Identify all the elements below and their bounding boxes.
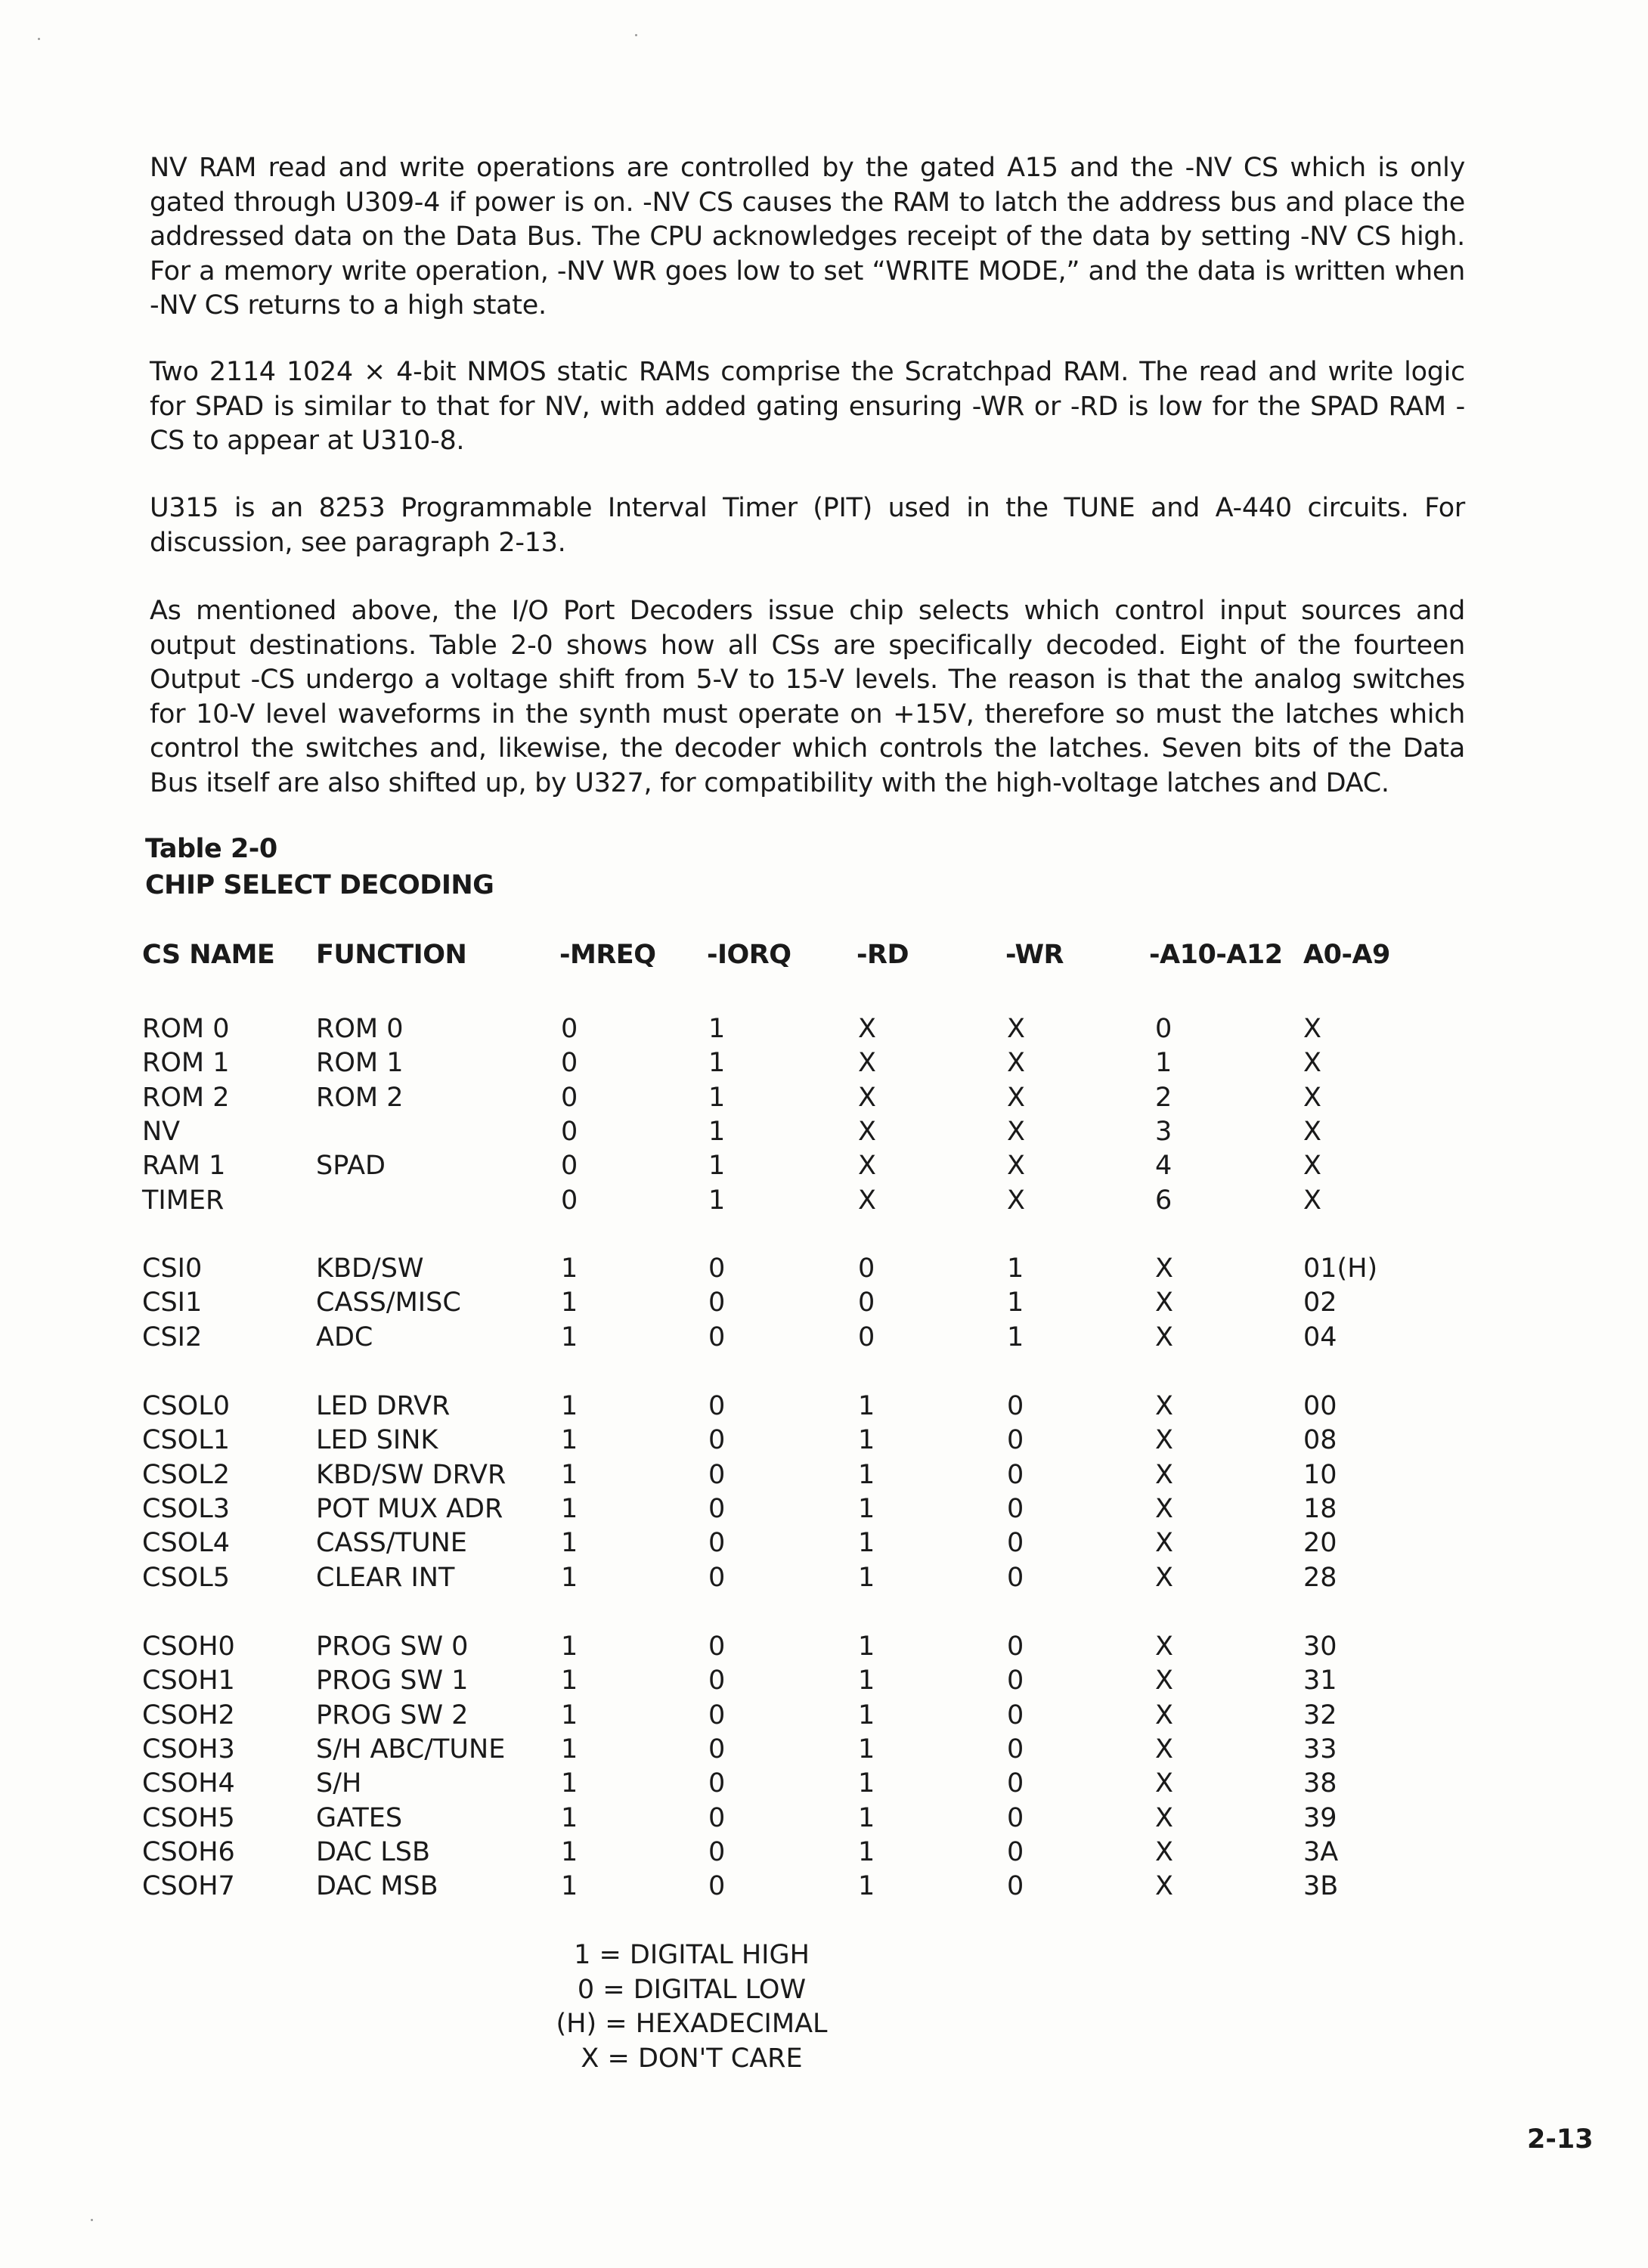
cell-a10-a12: X (1155, 1493, 1173, 1524)
cell-iorq: 0 (708, 1562, 726, 1593)
cell-cs-name: ROM 0 (142, 1014, 230, 1044)
cell-cs-name: CSOH0 (142, 1631, 235, 1662)
cell-wr: X (1007, 1151, 1025, 1182)
cell-a0-a9: 18 (1303, 1493, 1337, 1524)
cell-wr: 1 (1007, 1253, 1024, 1284)
cell-function: GATES (316, 1802, 403, 1833)
cell-function: CLEAR INT (316, 1562, 455, 1593)
cell-a10-a12: X (1155, 1699, 1173, 1730)
header-mreq: -MREQ (559, 940, 656, 970)
header-iorq: -IORQ (707, 940, 791, 970)
cell-a10-a12: X (1155, 1391, 1173, 1421)
cell-mreq: 1 (561, 1665, 578, 1696)
cell-function: ROM 0 (316, 1014, 404, 1044)
cell-mreq: 1 (561, 1528, 578, 1559)
cell-a0-a9: 3B (1303, 1871, 1339, 1902)
cell-a10-a12: X (1155, 1631, 1173, 1662)
cell-iorq: 1 (708, 1014, 726, 1044)
cell-wr: 0 (1007, 1459, 1024, 1490)
cell-mreq: 1 (561, 1871, 578, 1902)
cell-function: POT MUX ADR (316, 1493, 503, 1524)
cell-iorq: 0 (708, 1391, 726, 1421)
cell-mreq: 0 (561, 1048, 578, 1079)
cell-wr: X (1007, 1116, 1025, 1147)
cell-wr: 0 (1007, 1528, 1024, 1559)
cell-a10-a12: 1 (1155, 1048, 1172, 1079)
cell-cs-name: CSI1 (142, 1287, 203, 1318)
cell-mreq: 0 (561, 1151, 578, 1182)
paragraph-scratchpad-ram: Two 2114 1024 × 4-bit NMOS static RAMs comprise the Scratchpad RAM. The read and write logic for SPAD is similar to that for NV, with added gating ensuring -WR or -RD is low for the SPAD RAM -CS to appear at U310-8. (150, 357, 1465, 456)
cell-iorq: 0 (708, 1425, 726, 1456)
cell-cs-name: CSOH1 (142, 1665, 235, 1696)
cell-a0-a9: 30 (1303, 1631, 1337, 1662)
cell-cs-name: CSOH7 (142, 1871, 235, 1902)
cell-function: DAC LSB (316, 1836, 430, 1867)
cell-iorq: 1 (708, 1151, 726, 1182)
cell-a0-a9: X (1303, 1048, 1321, 1079)
cell-wr: 0 (1007, 1665, 1024, 1696)
cell-a10-a12: X (1155, 1871, 1173, 1902)
cell-mreq: 1 (561, 1321, 578, 1352)
cell-a10-a12: X (1155, 1665, 1173, 1696)
cell-a10-a12: X (1155, 1253, 1173, 1284)
table-caption-title: CHIP SELECT DECODING (145, 870, 494, 900)
cell-cs-name: CSOL2 (142, 1459, 230, 1490)
header-wr: -WR (1005, 940, 1064, 970)
cell-rd: 1 (858, 1871, 875, 1902)
cell-mreq: 1 (561, 1253, 578, 1284)
cell-rd: 0 (858, 1321, 875, 1352)
cell-a0-a9: X (1303, 1082, 1321, 1113)
cell-cs-name: NV (142, 1116, 181, 1147)
legend-item: X = DON'T CARE (581, 2043, 803, 2074)
cell-a0-a9: X (1303, 1014, 1321, 1044)
cell-a0-a9: 02 (1303, 1287, 1337, 1318)
cell-iorq: 0 (708, 1253, 726, 1284)
cell-mreq: 1 (561, 1459, 578, 1490)
cell-rd: 1 (858, 1734, 875, 1765)
cell-mreq: 1 (561, 1836, 578, 1867)
cell-iorq: 0 (708, 1871, 726, 1902)
cell-mreq: 1 (561, 1631, 578, 1662)
cell-a10-a12: X (1155, 1459, 1173, 1490)
cell-a10-a12: X (1155, 1768, 1173, 1799)
cell-a10-a12: 6 (1155, 1185, 1172, 1216)
cell-a10-a12: X (1155, 1287, 1173, 1318)
cell-rd: 1 (858, 1391, 875, 1421)
cell-a0-a9: 33 (1303, 1734, 1337, 1765)
cell-wr: X (1007, 1048, 1025, 1079)
cell-wr: 0 (1007, 1425, 1024, 1456)
cell-a0-a9: 08 (1303, 1425, 1337, 1456)
cell-a10-a12: 2 (1155, 1082, 1172, 1113)
cell-rd: 0 (858, 1287, 875, 1318)
cell-a0-a9: 04 (1303, 1321, 1337, 1352)
cell-wr: 0 (1007, 1871, 1024, 1902)
cell-wr: X (1007, 1014, 1025, 1044)
cell-a10-a12: X (1155, 1562, 1173, 1593)
cell-rd: X (858, 1185, 876, 1216)
cell-cs-name: TIMER (142, 1185, 225, 1216)
cell-cs-name: CSOL1 (142, 1425, 230, 1456)
cell-a0-a9: X (1303, 1116, 1321, 1147)
cell-cs-name: CSOH5 (142, 1802, 235, 1833)
cell-a0-a9: 20 (1303, 1528, 1337, 1559)
cell-cs-name: CSI0 (142, 1253, 203, 1284)
cell-mreq: 1 (561, 1391, 578, 1421)
cell-cs-name: CSOL3 (142, 1493, 230, 1524)
cell-mreq: 1 (561, 1699, 578, 1730)
table-legend (548, 1938, 835, 2076)
cell-rd: 1 (858, 1836, 875, 1867)
cell-iorq: 1 (708, 1185, 726, 1216)
cell-a10-a12: X (1155, 1425, 1173, 1456)
cell-iorq: 0 (708, 1287, 726, 1318)
cell-mreq: 1 (561, 1734, 578, 1765)
cell-function: PROG SW 2 (316, 1699, 469, 1730)
cell-function: ROM 2 (316, 1082, 404, 1113)
cell-iorq: 0 (708, 1631, 726, 1662)
cell-mreq: 0 (561, 1014, 578, 1044)
cell-cs-name: ROM 2 (142, 1082, 230, 1113)
cell-a0-a9: 31 (1303, 1665, 1337, 1696)
cell-iorq: 0 (708, 1802, 726, 1833)
cell-iorq: 0 (708, 1321, 726, 1352)
cell-wr: 1 (1007, 1321, 1024, 1352)
cell-function: SPAD (316, 1151, 386, 1182)
cell-wr: 0 (1007, 1802, 1024, 1833)
cell-cs-name: CSI2 (142, 1321, 203, 1352)
cell-iorq: 0 (708, 1528, 726, 1559)
cell-rd: X (858, 1082, 876, 1113)
cell-a10-a12: X (1155, 1802, 1173, 1833)
cell-a10-a12: 0 (1155, 1014, 1172, 1044)
cell-function: CASS/TUNE (316, 1528, 467, 1559)
cell-rd: X (858, 1116, 876, 1147)
header-a0-a9: A0-A9 (1303, 940, 1390, 970)
cell-rd: 0 (858, 1253, 875, 1284)
header-cs-name: CS NAME (142, 940, 275, 970)
paragraph-port-decoders: As mentioned above, the I/O Port Decoders issue chip selects which control input sources and output destinations. Table 2-0 shows how all CSs are specifically decoded. Eight of the fourteen Output -CS undergo a voltage shift from 5-V to 15-V levels. The reason is that the analog switches for 10-V level waveforms in the synth must operate on +15V, therefore so must the latches which control the switches and, likewise, the decoder which controls the latches. Seven bits of the Data Bus itself are also shifted up, by U327, for compatibility with the high-voltage latches and DAC. (150, 596, 1465, 798)
cell-wr: 1 (1007, 1287, 1024, 1318)
cell-mreq: 1 (561, 1802, 578, 1833)
cell-a10-a12: X (1155, 1734, 1173, 1765)
cell-a10-a12: 3 (1155, 1116, 1172, 1147)
cell-a0-a9: X (1303, 1151, 1321, 1182)
cell-iorq: 1 (708, 1082, 726, 1113)
cell-mreq: 1 (561, 1493, 578, 1524)
cell-wr: 0 (1007, 1768, 1024, 1799)
scan-speck (635, 34, 637, 36)
cell-rd: 1 (858, 1459, 875, 1490)
cell-wr: 0 (1007, 1734, 1024, 1765)
legend-item: 0 = DIGITAL LOW (577, 1974, 807, 2005)
cell-a0-a9: 01(H) (1303, 1253, 1378, 1284)
cell-wr: 0 (1007, 1562, 1024, 1593)
cell-mreq: 1 (561, 1768, 578, 1799)
cell-function: S/H (316, 1768, 362, 1799)
cell-function: S/H ABC/TUNE (316, 1734, 506, 1765)
cell-iorq: 0 (708, 1699, 726, 1730)
cell-a0-a9: 39 (1303, 1802, 1337, 1833)
cell-rd: 1 (858, 1665, 875, 1696)
cell-cs-name: CSOH6 (142, 1836, 235, 1867)
cell-function: ADC (316, 1321, 373, 1352)
cell-iorq: 0 (708, 1768, 726, 1799)
page-number: 2-13 (1527, 2124, 1594, 2155)
cell-rd: 1 (858, 1528, 875, 1559)
cell-cs-name: CSOL5 (142, 1562, 230, 1593)
cell-mreq: 1 (561, 1287, 578, 1318)
cell-a10-a12: 4 (1155, 1151, 1172, 1182)
cell-wr: X (1007, 1082, 1025, 1113)
cell-wr: 0 (1007, 1836, 1024, 1867)
header-function: FUNCTION (316, 940, 467, 970)
cell-rd: 1 (858, 1768, 875, 1799)
cell-iorq: 0 (708, 1734, 726, 1765)
cell-a0-a9: 3A (1303, 1836, 1339, 1867)
cell-a10-a12: X (1155, 1836, 1173, 1867)
cell-mreq: 0 (561, 1082, 578, 1113)
cell-cs-name: CSOH3 (142, 1734, 235, 1765)
cell-a0-a9: 10 (1303, 1459, 1337, 1490)
cell-mreq: 0 (561, 1185, 578, 1216)
cell-function: LED DRVR (316, 1391, 451, 1421)
cell-iorq: 0 (708, 1665, 726, 1696)
cell-cs-name: CSOL0 (142, 1391, 230, 1421)
cell-mreq: 0 (561, 1116, 578, 1147)
cell-iorq: 0 (708, 1459, 726, 1490)
cell-a0-a9: 38 (1303, 1768, 1337, 1799)
cell-wr: 0 (1007, 1493, 1024, 1524)
cell-rd: X (858, 1048, 876, 1079)
cell-wr: 0 (1007, 1699, 1024, 1730)
cell-iorq: 1 (708, 1116, 726, 1147)
cell-rd: 1 (858, 1802, 875, 1833)
cell-iorq: 0 (708, 1836, 726, 1867)
cell-function: PROG SW 1 (316, 1665, 469, 1696)
legend-item: (H) = HEXADECIMAL (556, 2009, 828, 2039)
cell-cs-name: RAM 1 (142, 1151, 226, 1182)
cell-a10-a12: X (1155, 1321, 1173, 1352)
cell-a0-a9: X (1303, 1185, 1321, 1216)
cell-rd: 1 (858, 1699, 875, 1730)
cell-a0-a9: 32 (1303, 1699, 1337, 1730)
paragraph-timer: U315 is an 8253 Programmable Interval Timer (PIT) used in the TUNE and A-440 circuits. For discussion, see paragraph 2-13. (150, 493, 1465, 558)
cell-rd: 1 (858, 1562, 875, 1593)
cell-rd: 1 (858, 1425, 875, 1456)
cell-iorq: 1 (708, 1048, 726, 1079)
header-a10-a12: -A10-A12 (1149, 940, 1283, 970)
cell-mreq: 1 (561, 1562, 578, 1593)
cell-wr: X (1007, 1185, 1025, 1216)
scan-speck (38, 38, 40, 40)
cell-function: PROG SW 0 (316, 1631, 469, 1662)
cell-function: CASS/MISC (316, 1287, 461, 1318)
cell-a0-a9: 00 (1303, 1391, 1337, 1421)
cell-function: DAC MSB (316, 1871, 438, 1902)
cell-cs-name: CSOH4 (142, 1768, 235, 1799)
legend-item: 1 = DIGITAL HIGH (574, 1940, 810, 1970)
cell-rd: 1 (858, 1493, 875, 1524)
cell-iorq: 0 (708, 1493, 726, 1524)
cell-rd: X (858, 1151, 876, 1182)
cell-function: ROM 1 (316, 1048, 404, 1079)
cell-mreq: 1 (561, 1425, 578, 1456)
paragraph-nv-ram: NV RAM read and write operations are controlled by the gated A15 and the -NV CS which is only gated through U309-4 if power is on. -NV CS causes the RAM to latch the address bus and place the addressed data on the Data Bus. The CPU acknowledges receipt of the data by setting -NV CS high. For a memory write operation, -NV WR goes low to set “WRITE MODE,” and the data is written when -NV CS returns to a high state. (150, 153, 1465, 321)
cell-function: KBD/SW (316, 1253, 424, 1284)
cell-wr: 0 (1007, 1391, 1024, 1421)
cell-rd: 1 (858, 1631, 875, 1662)
cell-cs-name: CSOH2 (142, 1699, 235, 1730)
cell-function: KBD/SW DRVR (316, 1459, 506, 1490)
cell-rd: X (858, 1014, 876, 1044)
table-caption-number: Table 2-0 (145, 834, 277, 864)
cell-a0-a9: 28 (1303, 1562, 1337, 1593)
scan-speck (91, 2219, 93, 2221)
cell-cs-name: CSOL4 (142, 1528, 230, 1559)
cell-cs-name: ROM 1 (142, 1048, 230, 1079)
header-rd: -RD (857, 940, 909, 970)
cell-function: LED SINK (316, 1425, 438, 1456)
cell-a10-a12: X (1155, 1528, 1173, 1559)
cell-wr: 0 (1007, 1631, 1024, 1662)
